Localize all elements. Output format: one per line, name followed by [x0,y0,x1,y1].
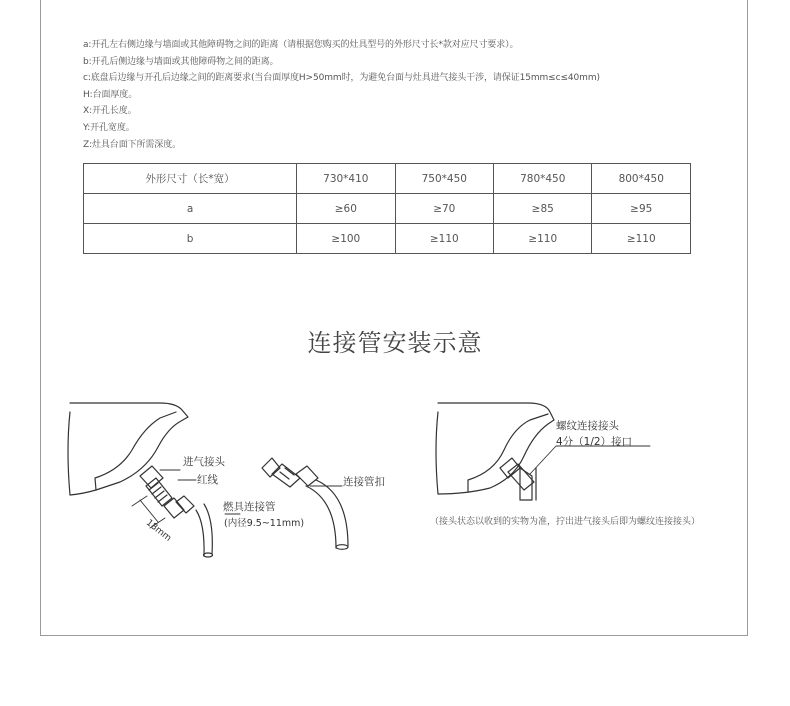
table-header-cell: 外形尺寸（长*宽） [84,164,297,194]
table-cell: ≥85 [494,194,592,224]
table-cell: ≥110 [494,224,592,254]
table-cell: a [84,194,297,224]
note-c: c:底盘后边缘与开孔后边缘之间的距离要求(当台面厚度H>50mm时，为避免台面与灶具进气接头干涉，请保证15mm≤c≤40mm) [83,73,600,84]
table-header-cell: 800*450 [592,164,691,194]
red-line-label: 红线 [197,474,218,486]
table-header-cell: 730*410 [297,164,395,194]
gas-hose-spec-label: (内径9.5~11mm) [224,518,305,529]
section-title: 连接管安装示意 [307,329,483,357]
table-cell: ≥110 [592,224,691,254]
hose-clamp-label: 连接管扣 [343,476,385,488]
thread-spec-label: 4分（1/2）接口 [556,436,633,448]
note-x: X:开孔长度。 [83,106,137,117]
thread-caption: （接头状态以收到的实物为准，拧出进气接头后即为螺纹连接接头） [430,517,701,527]
gas-hose-label: 燃具连接管 [223,501,276,513]
table-header-cell: 750*450 [395,164,493,194]
left-stove-body-drawing [68,403,188,495]
note-y: Y:开孔宽度。 [83,122,135,133]
dimension-18mm-label: 18mm [143,518,173,544]
note-z: Z:灶具台面下所需深度。 [83,139,181,150]
note-h: H:台面厚度。 [83,89,138,100]
gas-hose-drawing [196,504,213,557]
table-cell: ≥110 [395,224,493,254]
table-cell: ≥95 [592,194,691,224]
table-cell: b [84,224,297,254]
thread-joint-label: 螺纹连接接头 [556,420,619,432]
table-header-cell: 780*450 [494,164,592,194]
table-cell: ≥100 [297,224,395,254]
table-cell: ≥70 [395,194,493,224]
right-leader-line [530,446,650,474]
inlet-joint-label: 进气接头 [183,456,225,468]
table-cell: ≥60 [297,194,395,224]
note-b: b:开孔后侧边缘与墙面或其他障碍物之间的距离。 [83,56,279,67]
note-a: a:开孔左右侧边缘与墙面或其他障碍物之间的距离（请根据您购买的灶具型号的外形尺寸长*款对应尺寸要求）。 [83,40,519,50]
